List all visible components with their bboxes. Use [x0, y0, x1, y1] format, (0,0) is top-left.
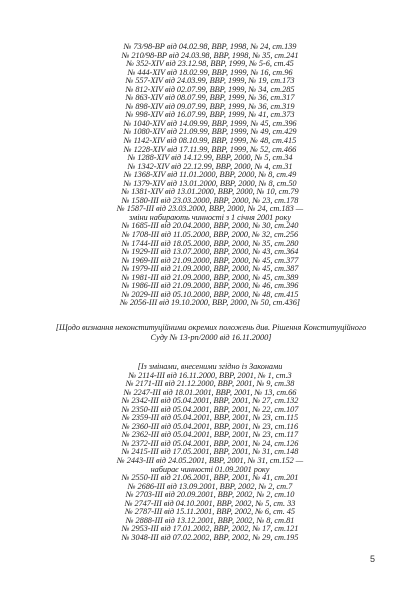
document-line: № 812-XIV від 02.07.99, ВВР, 1999, № 34, ст.285	[125, 84, 295, 94]
document-line: № 1979-III від 21.09.2000, ВВР, 2000, № 45, ст.387	[121, 264, 299, 274]
document-line: № 2372-III від 05.04.2001, ВВР, 2001, № 24, ст.126	[121, 438, 299, 448]
document-line: № 2342-III від 05.04.2001, ВВР, 2001, № 27, ст.132	[121, 396, 299, 406]
document-line: № 2029-III від 05.10.2000, ВВР, 2000, № 48, ст.415	[121, 289, 299, 299]
constitutional-court-note	[44, 323, 378, 342]
document-line: № 1040-XIV від 14.09.99, ВВР, 1999, № 45, ст.396	[123, 118, 297, 128]
document-line: № 73/98-ВР від 04.02.98, ВВР, 1998, № 24, ст.139	[123, 42, 297, 51]
document-line: № 1969-III від 21.09.2000, ВВР, 2000, № 45, ст.377	[121, 255, 299, 265]
document-line: № 444-XIV від 18.02.99, ВВР, 1999, № 16, ст.96	[127, 67, 293, 77]
document-line: № 1708-III від 11.05.2000, ВВР, 2000, № 32, ст.256	[121, 230, 299, 240]
document-line: № 1080-XIV від 21.09.99, ВВР, 1999, № 49, ст.429	[123, 127, 297, 137]
document-line: № 2415-III від 17.05.2001, ВВР, 2001, № 31, ст.148	[121, 447, 299, 457]
document-line: № 1981-III від 21.09.2000, ВВР, 2000, № 45, ст.389	[121, 272, 299, 282]
document-line: № 1929-III від 13.07.2000, ВВР, 2000, № 43, ст.364	[121, 247, 299, 257]
document-line: № 2247-III від 18.01.2001, ВВР, 2001, № 13, ст.66	[123, 387, 297, 397]
document-line: [Із змінами, внесеними згідно із Законами	[137, 362, 283, 371]
document-line: № 2360-III від 05.04.2001, ВВР, 2001, № 23, ст.116	[121, 421, 299, 431]
document-line: № 2056-III від 19.10.2000, ВВР, 2000, № 50, ст.436]	[120, 298, 300, 308]
document-line: № 1685-III від 20.04.2000, ВВР, 2000, № 30, ст.240	[121, 221, 299, 231]
document-line: № 2703-III від 20.09.2001, ВВР, 2002, № 2, ст.10	[125, 490, 295, 500]
document-line: № 898-XIV від 09.07.99, ВВР, 1999, № 36, ст.319	[125, 101, 295, 111]
amendments-list-1999-2000	[60, 43, 360, 308]
document-line: № 2171-III від 21.12.2000, ВВР, 2001, № 9, ст.38	[125, 379, 295, 389]
document-line: № 557-XIV від 24.03.99, ВВР, 1999, № 19, ст.173	[125, 76, 295, 86]
document-line: № 2359-III від 05.04.2001, ВВР, 2001, № 23, ст.115	[121, 413, 299, 423]
document-line: № 3048-III від 07.02.2002, ВВР, 2002, № 29, ст.195	[121, 532, 299, 542]
document-line: № 1228-XIV від 17.11.99, ВВР, 1999, № 52, ст.466	[123, 144, 297, 154]
document-line: № 998-XIV від 16.07.99, ВВР, 1999, № 41, ст.373	[125, 110, 295, 120]
document-line: № 1580-III від 23.03.2000, ВВР, 2000, № 23, ст.178	[121, 195, 299, 205]
document-line: № 2747-III від 04.10.2001, ВВР, 2002, № 5, ст. 33	[124, 498, 296, 508]
document-line: набирає чинності 01.09.2001 року	[150, 464, 270, 474]
amendments-list-2001-2002	[64, 363, 356, 542]
document-line: № 1342-XIV від 22.12.99, ВВР, 2000, № 4, ст.31	[127, 161, 293, 171]
document-line: № 1986-III від 21.09.2000, ВВР, 2000, № 46, ст.396	[121, 281, 299, 291]
document-line: № 2888-III від 13.12.2001, ВВР, 2002, № 8, ст.81	[125, 515, 295, 525]
document-line: зміни набирають чинності з 1 січня 2001 року	[129, 212, 291, 222]
document-line: № 2953-III від 17.01.2002, ВВР, 2002, № 17, ст.121	[121, 524, 299, 534]
page-number: 5	[370, 554, 376, 564]
document-line: Суду № 13-рп/2000 від 16.11.2000]	[150, 332, 272, 342]
document-line: [Щодо визнання неконституційними окремих положень див. Рішення Конституційного	[55, 323, 367, 332]
document-line: № 2350-III від 05.04.2001, ВВР, 2001, № 22, ст.107	[121, 404, 299, 414]
document-line: № 1744-III від 18.05.2000, ВВР, 2000, № 35, ст.280	[121, 238, 299, 248]
document-line: № 210/98-ВР від 24.03.98, ВВР, 1998, № 35, ст.241	[121, 50, 299, 60]
document-line: № 1587-III від 23.03.2000, ВВР, 2000, № 24, ст.183 —	[116, 204, 304, 214]
document-line: № 352-XIV від 23.12.98, ВВР, 1999, № 5-6, ст.45	[126, 59, 294, 69]
document-line: № 2114-III від 16.11.2000, ВВР, 2001, № 1, ст.3	[128, 370, 292, 380]
document-line: № 2686-III від 13.09.2001, ВВР, 2002, № 2, ст.7	[127, 481, 293, 491]
document-line: № 2787-III від 15.11.2001, ВВР, 2002, № 6, ст. 45	[125, 507, 295, 517]
document-line: № 2362-III від 05.04.2001, ВВР, 2001, № 23, ст.117	[121, 430, 299, 440]
document-line: № 1381-XIV від 13.01.2000, ВВР, 2000, № 10, ст.79	[121, 187, 299, 197]
document-line: № 1368-XIV від 11.01.2000, ВВР, 2000, № 8, ст.49	[123, 170, 297, 180]
document-line: № 1288-XIV від 14.12.99, ВВР, 2000, № 5, ст.34	[127, 153, 293, 163]
document-line: № 2550-III від 21.06.2001, ВВР, 2001, № 41, ст.201	[121, 473, 299, 483]
document-line: № 863-XIV від 08.07.99, ВВР, 1999, № 36, ст.317	[125, 93, 295, 103]
document-line: № 1142-XIV від 08.10.99, ВВР, 1999, № 48, ст.415	[123, 136, 297, 146]
document-line: № 1379-XIV від 13.01.2000, ВВР, 2000, № 8, ст.50	[123, 178, 297, 188]
document-line: № 2443-III від 24.05.2001, ВВР, 2001, № 31, ст.152 —	[116, 456, 304, 466]
